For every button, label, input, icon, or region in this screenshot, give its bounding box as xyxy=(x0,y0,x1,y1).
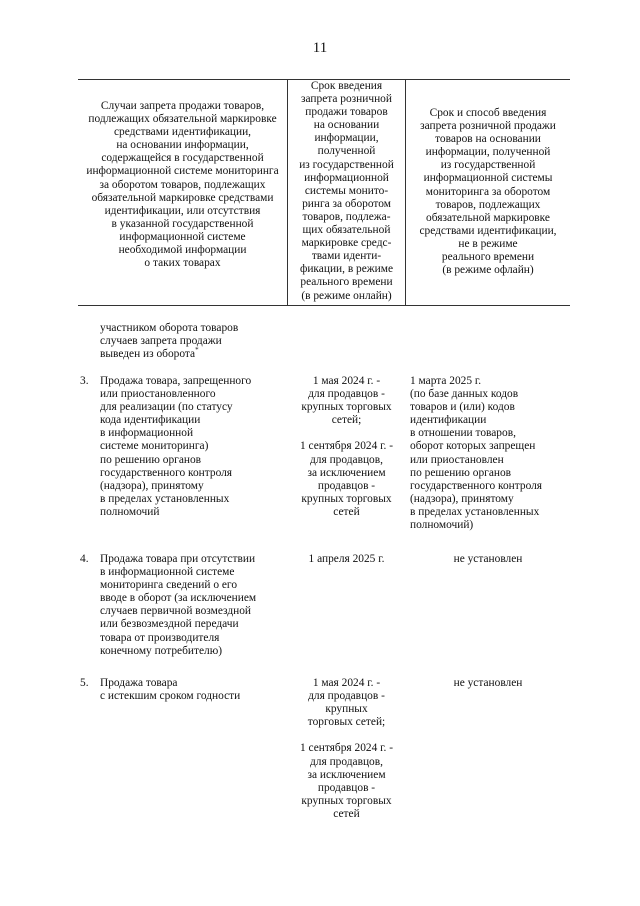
row-3-online-term: 1 мая 2024 г. - для продавцов - крупных торговых сетей; 1 сентября 2024 г. - для продавцов, за исключением продавцов - крупных торговых сетей xyxy=(299,375,394,518)
row-3-description: Продажа товара, запрещенного или приостановленного для реализации (по статусу кода идентификации в информационной системе мониторинга) по решению органов государственного контроля (надзора), принятому в пределах установленных полномочий xyxy=(100,375,252,518)
row-4-number: 4. xyxy=(80,553,89,565)
row-5-number: 5. xyxy=(80,677,89,689)
row-5-offline-term: не установлен xyxy=(453,677,523,689)
row-4-offline-term: не установлен xyxy=(453,553,523,565)
page-number: 11 xyxy=(312,40,328,56)
continuation-body: участником оборота товаров случаев запрета продажи выведен из оборота xyxy=(100,322,239,361)
header-cases-column: Случаи запрета продажи товаров, подлежащих обязательной маркировке средствами идентификации, на основании информации, содержащейся в государственной информационной системе мониторинга за оборотом товаров, подлежащих обязательной маркировке средствами идентификации, или отсутствия в указанной государственной информационной системе необходимой информации о таких товарах xyxy=(86,100,279,270)
row-4-online-term: 1 апреля 2025 г. xyxy=(308,553,385,565)
header-bottom-rule xyxy=(78,305,570,306)
row-5-description: Продажа товара с истекшим сроком годности xyxy=(100,677,241,703)
row-3-offline-term: 1 марта 2025 г. (по базе данных кодов товаров и (или) кодов идентификации в отношении товаров, оборот которых запрещен или приостановлен по решению органов государственного контроля (надзора), принятому в пределах установленных полномочий) xyxy=(410,375,543,532)
row-4-description: Продажа товара при отсутствии в информационной системе мониторинга сведений о его вводе в оборот (за исключением случаев первичной возмездной или безвозмездной передачи товара от производителя конечному потребителю) xyxy=(100,553,257,657)
header-offline-column: Срок и способ введения запрета розничной продажи товаров на основании информации, полученной из государственной информационной системы мониторинга за оборотом товаров, подлежащих обязательной маркировке средствами идентификации, не в режиме реального времени (в режиме офлайн) xyxy=(419,107,557,277)
header-online-column: Срок введения запрета розничной продажи товаров на основании информации, полученной из государственной информационной системы монито- ринга за оборотом товаров, подлежа- щих обязательной маркировке средс- твами иденти- фикации, в режиме реального времени (в режиме онлайн) xyxy=(299,80,394,302)
continuation-text xyxy=(100,322,238,361)
row-3-number: 3. xyxy=(80,375,89,387)
row-5-online-term: 1 мая 2024 г. - для продавцов - крупных торговых сетей; 1 сентября 2024 г. - для продавцов, за исключением продавцов - крупных торговых сетей xyxy=(299,677,394,820)
footnote-mark: * xyxy=(195,346,199,355)
